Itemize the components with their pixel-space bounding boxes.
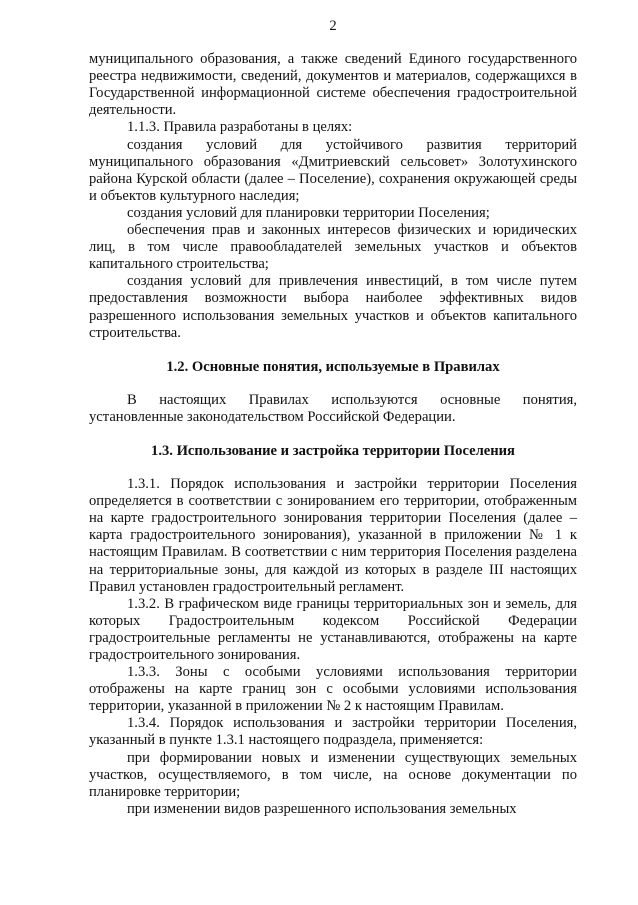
paragraph-basic-concepts: В настоящих Правилах используются основные понятия, установленные законодательством Российской Федерации.: [89, 391, 577, 425]
page-number: 2: [329, 18, 337, 34]
paragraph-goal-sustainable-development: создания условий для устойчивого развития территорий муниципального образования «Дмитриевский сельсовет» Золотухинского района Курской области (далее – Поселение), сохранения окружающей среды и объектов культурного наследия;: [89, 136, 577, 204]
paragraph-goal-planning: создания условий для планировки территории Поселения;: [127, 204, 490, 221]
paragraph-1-3-3: 1.3.3. Зоны с особыми условиями использования территории отображены на карте границ зон с особыми условиями использования территории, указанной в приложении № 2 к настоящим Правилам.: [89, 664, 577, 715]
paragraph-continuation: муниципального образования, а также сведений Единого государственного реестра недвижимости, сведений, документов и материалов, содержащихся в Государственной информационной системе обеспечения градостроительной деятельности.: [89, 51, 577, 119]
section-heading-1-3: 1.3. Использование и застройка территории Поселения: [151, 442, 515, 459]
paragraph-goal-investment: создания условий для привлечения инвестиций, в том числе путем предоставления возможности выбора наиболее эффективных видов разрешенного использования земельных участков и объектов капитального строительства.: [89, 273, 577, 341]
paragraph-1-3-4: 1.3.4. Порядок использования и застройки территории Поселения, указанный в пункте 1.3.1 настоящего подраздела, применяется:: [89, 715, 577, 749]
paragraph-1-3-1: 1.3.1. Порядок использования и застройки территории Поселения определяется в соответствии с зонированием его территории, отображенным на карте градостроительного зонирования территории Поселения (далее – карта градостроительного зонирования), указанной в приложении № 1 к настоящим Правилам. В соответствии с ним территория Поселения разделена на территориальные зоны, для каждой из которых в разделе III настоящих Правил установлен градостроительный регламент.: [89, 476, 577, 595]
document-page: [89, 18, 577, 818]
section-heading-1-2: 1.2. Основные понятия, используемые в Правилах: [166, 358, 500, 375]
paragraph-land-use-change: при изменении видов разрешенного использования земельных: [127, 800, 517, 817]
paragraph-1-3-2: 1.3.2. В графическом виде границы территориальных зон и земель, для которых Градостроительным кодексом Российской Федерации градостроительные регламенты не устанавливаются, отображены на карте градостроительного зонирования.: [89, 595, 577, 663]
paragraph-goal-rights: обеспечения прав и законных интересов физических и юридических лиц, в том числе правообладателей земельных участков и объектов капитального строительства;: [89, 222, 577, 273]
paragraph-goals-intro: 1.1.3. Правила разработаны в целях:: [127, 119, 353, 136]
paragraph-land-plots-formation: при формировании новых и изменении существующих земельных участков, осуществляемого, в том числе, на основе документации по планировке территории;: [89, 749, 577, 800]
